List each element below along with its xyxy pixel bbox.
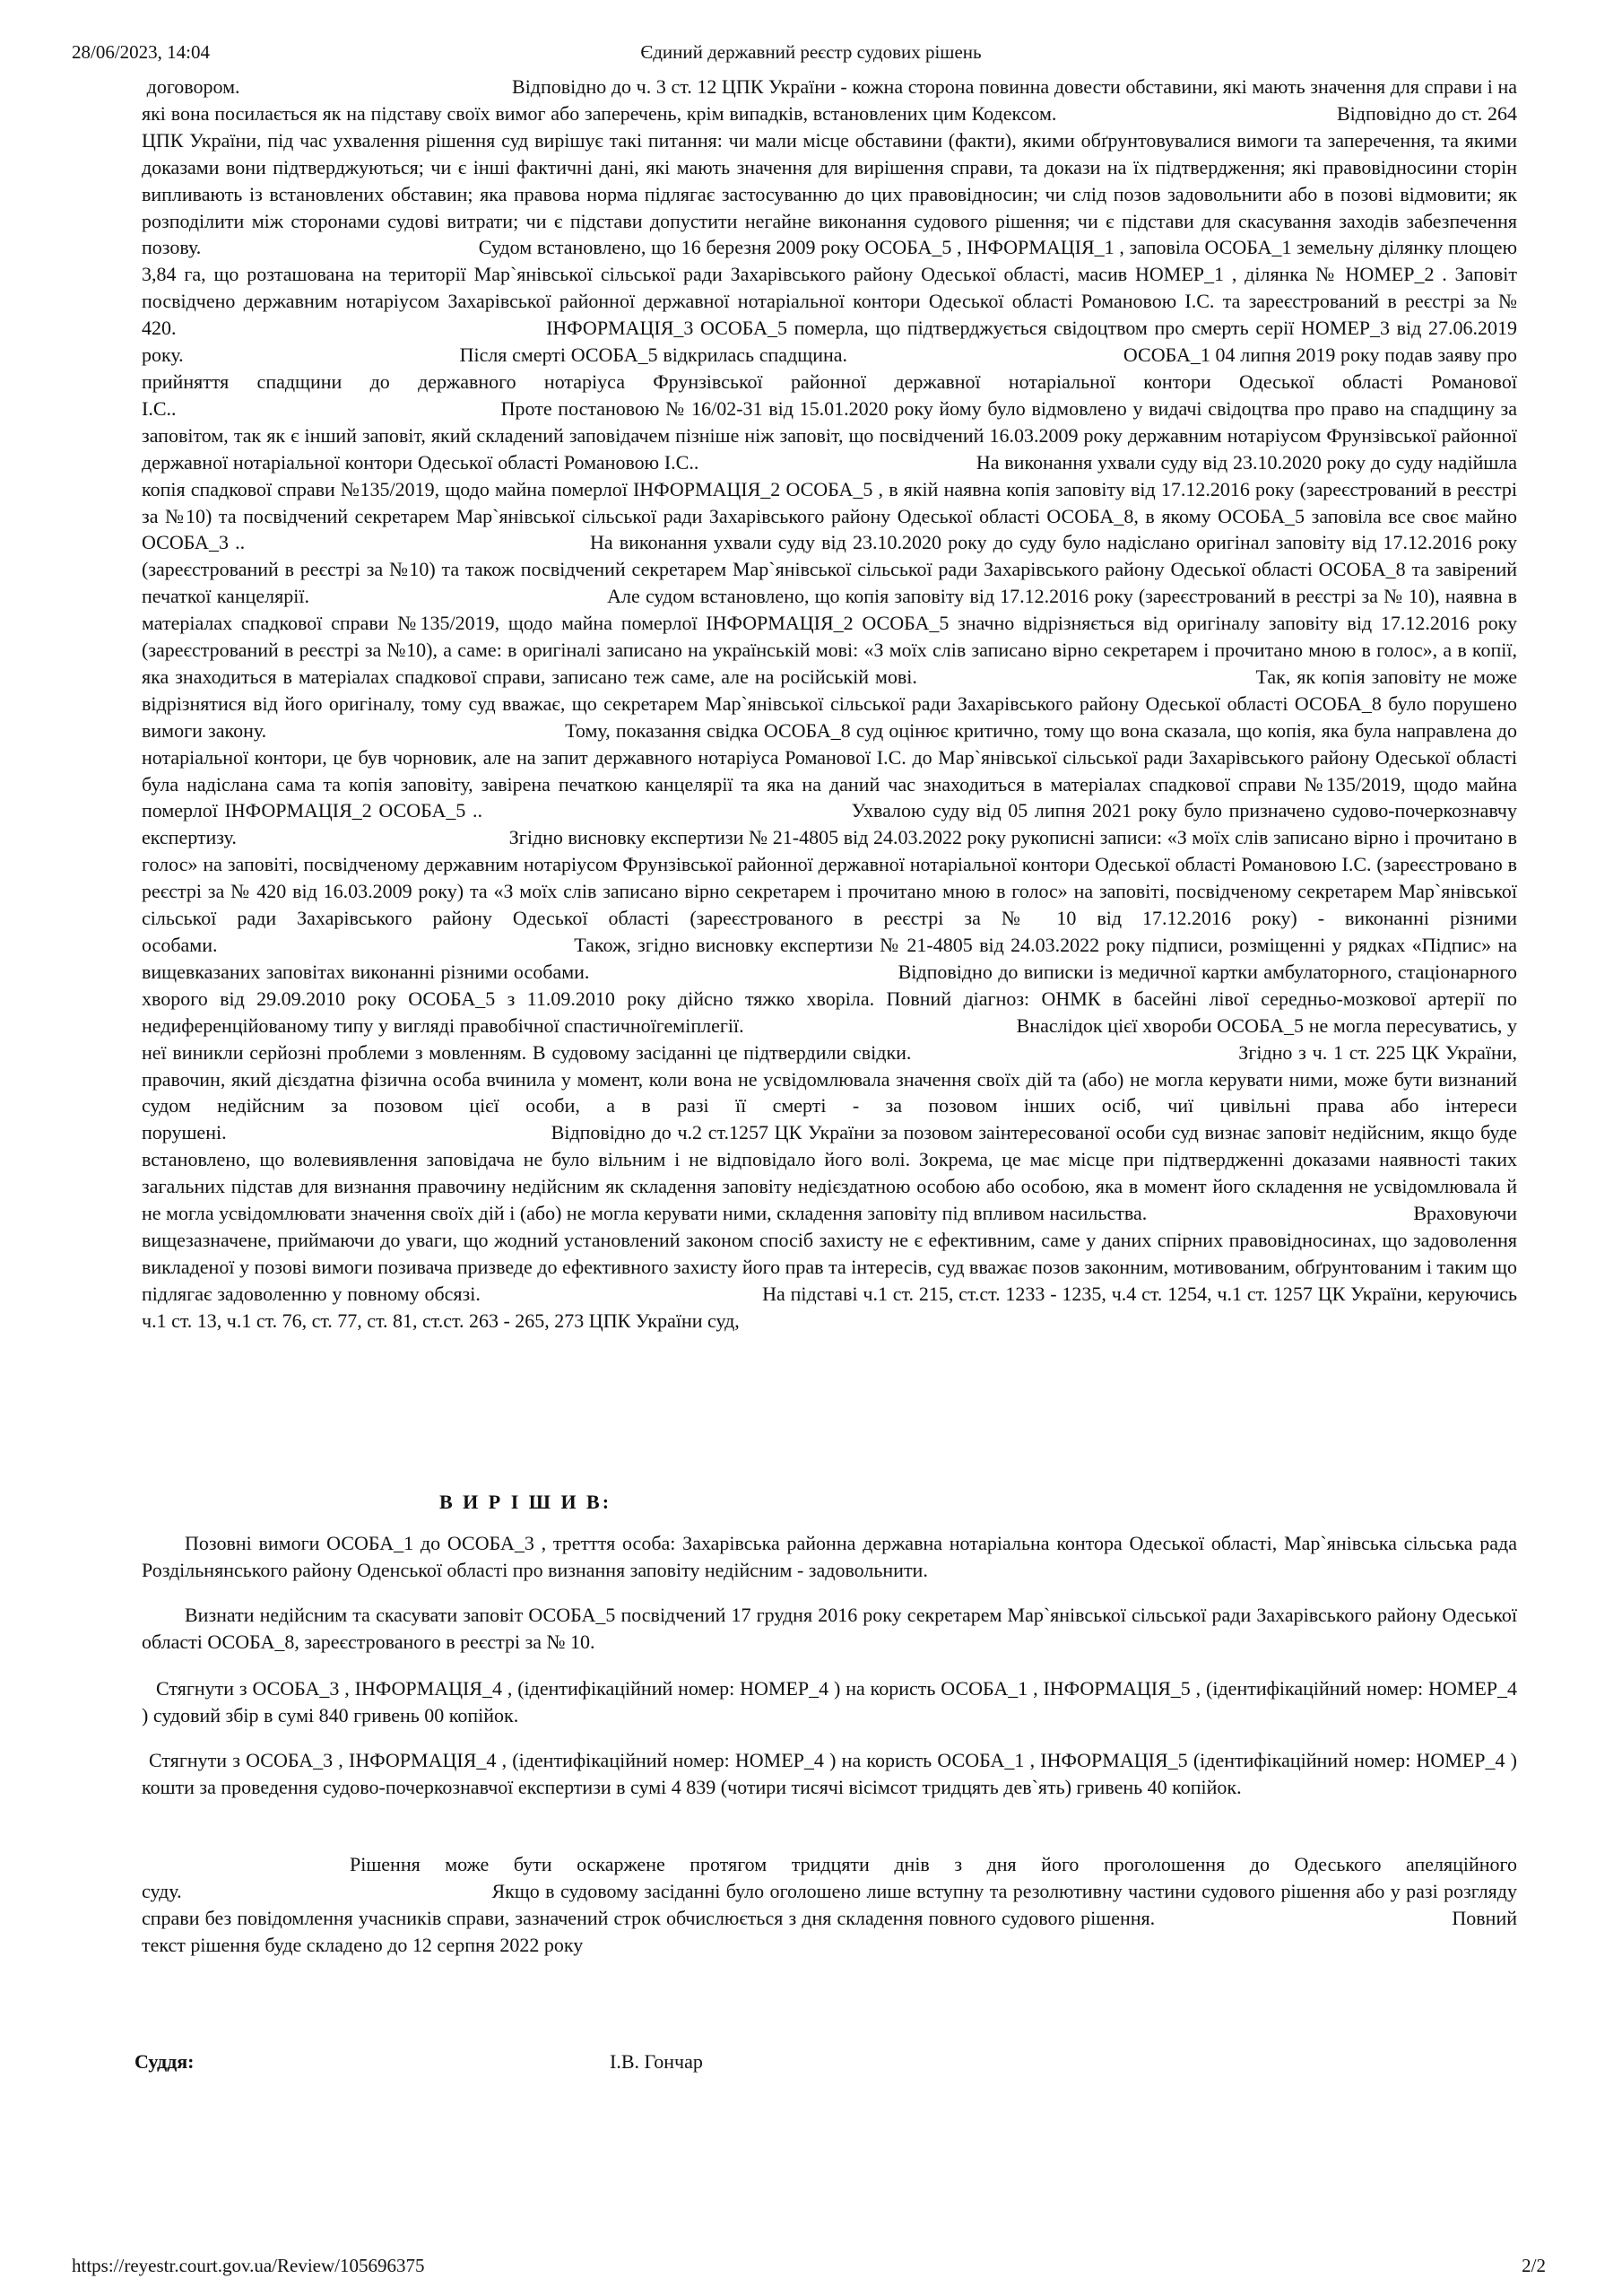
paragraph-text: Також, згідно висновку експертизи № 21-4805 від 24.03.2022 року підписи, розміщенні у рядках «Підпис» на вищевказаних заповітах виконанні різними особами. bbox=[142, 934, 1517, 983]
judge-label: Суддя: bbox=[134, 2050, 195, 2073]
page-url: https://reyestr.court.gov.ua/Review/105696375 bbox=[72, 2255, 425, 2276]
paragraph-text: Проте постановою № 16/02-31 від 15.01.2020 року йому було відмовлено у видачі свідоцтва про право на спадщину за заповітом, так як є інший заповіт, який складений заповідачем пізніше ніж заповіт, що посвідчений 16.03.2009 року державним нотаріусом Фрунзівської районної державної нотаріальної контори Одеської області Романовою І.С.. bbox=[142, 396, 1517, 474]
decision-body bbox=[142, 74, 1517, 1335]
paragraph-text: ОСОБА_1 04 липня 2019 року подав заяву про прийняття спадщини до державного нотаріуса Фрунзівської районної державної нотаріальної контори Одеської області Романової І.С.. bbox=[142, 344, 1518, 420]
resolution-text: Стягнути з ОСОБА_3 , ІНФОРМАЦІЯ_4 , (ідентифікаційний номер: НОМЕР_4 ) на користь ОСОБА_1 , ІНФОРМАЦІЯ_5 (ідентифікаційний номер: НОМЕР_4 ) кошти за проведення судово-почеркознавчої експертизи в сумі 4 839 (чотири тисячі вісімсот тридцять дев`ять) гривень 40 копійок. bbox=[142, 1749, 1517, 1798]
judge-name: І.В. Гончар bbox=[610, 2050, 703, 2073]
paragraph-text: Відповідно до ч.2 ст.1257 ЦК України за позовом заінтересованої особи суд визнає заповіт недійсним, якщо буде встановлено, що волевиявлення заповідача не було вільним і не відповідало його волі. Зокрема, це має місце при підтвердженні доказами наявності таких загальних підстав для визнання правочину недійсним як складення заповіту недієздатною особою або особою, яка в момент його складення не усвідомлювала й не могла усвідомлювати значення своїх дій і (або) не могла керувати ними, складення заповіту під впливом насильства. bbox=[142, 1121, 1518, 1225]
paragraph-text: Відповідно до ст. 264 ЦПК України, під час ухвалення рішення суд вирішує такі питання: чи мали місце обставини (факти), якими обґрунтовувалися вимоги та заперечення, та якими доказами вони підтверджуються; чи є інші фактичні дані, які мають значення для вирішення справи, та докази на їх підтвердження; які правовідносини сторін випливають із встановлених обставин; яка правова норма підлягає застосуванню до цих правовідносин; чи слід позов задовольнити або в позові відмовити; як розподілити між сторонами судові витрати; чи є підстави допустити негайне виконання судового рішення; чи є підстави для скасування заходів забезпечення позову. bbox=[142, 101, 1518, 259]
paragraph-text: Але судом встановлено, що копія заповіту від 17.12.2016 року (зареєстрований в реєстрі за № 10), наявна в матеріалах спадкової справи №135/2019, щодо майна померлої ІНФОРМАЦІЯ_2 ОСОБА_5 значно відрізняється від оригіналу заповіту від 17.12.2016 року (зареєстрований в реєстрі за №10), а саме: в оригіналі записано на українській мові: «З моїх слів записано вірно секретарем і прочитано мною в голос», а в копії, яка знаходиться в матеріалах спадкової справи, записано теж саме, але на російській мові. bbox=[142, 585, 1517, 688]
paragraph-text: Враховуючи вищезазначене, приймаючи до уваги, що жодний установлений законом спосіб захисту не є ефективним, саме у даних спірних правовідносинах, що задоволення викладеної у позові вимоги позивача призведе до ефективного захисту його прав та інтересів, суд вважає позов законним, мотивованим, обґрунтованим і таким що підлягає задоволенню у повному обсязі. bbox=[142, 1202, 1518, 1305]
print-datetime: 28/06/2023, 14:04 bbox=[72, 41, 211, 63]
resolution-text: Стягнути з ОСОБА_3 , ІНФОРМАЦІЯ_4 , (ідентифікаційний номер: НОМЕР_4 ) на користь ОСОБА_1 , ІНФОРМАЦІЯ_5 , (ідентифікаційний номер: НОМЕР_4 ) судовий збір в сумі 840 гривень 00 копійок. bbox=[142, 1677, 1517, 1726]
appeal-notice bbox=[142, 1851, 1517, 1959]
appeal-sentence: Рішення може бути оскаржене протягом тридцяти днів з дня його проголошення до Одеського апеляційного суду. bbox=[142, 1853, 1517, 1902]
paragraph-text: Відповідно до виписки із медичної картки амбулаторного, стаціонарного хворого від 29.09.2010 року ОСОБА_5 з 11.09.2010 року дійсно тяжко хворіла. Повний діагноз: ОНМК в басейні лівої середньо-мозкової артерії по недиференційованому типу у вигляді правобічної спастичноїгеміплегії. bbox=[142, 960, 1518, 1037]
appeal-text bbox=[142, 1851, 1517, 1959]
resolution-item bbox=[142, 1602, 1517, 1656]
paragraph-text: На виконання ухвали суду від 23.10.2020 року до суду було надіслано оригінал заповіту від 17.12.2016 року (зареєстрований в реєстрі за №10) та також посвідчений секретарем Мар`янівської сільської ради Захарівського району Одеської області ОСОБА_8 та завірений печаткої канцелярії. bbox=[142, 531, 1518, 608]
resolution-item bbox=[142, 1747, 1517, 1801]
paragraph-text: Згідно з ч. 1 ст. 225 ЦК України, правочин, який дієздатна фізична особа вчинила у момент, коли вона не усвідомлювала значення своїх дій та (або) не могла керувати ними, може бути визнаний судом недійсним за позовом цієї особи, а в разі її смерті - за позовом інших осіб, чиї цивільні права або інтереси порушені. bbox=[142, 1040, 1518, 1144]
paragraph-text: Судом встановлено, що 16 березня 2009 року ОСОБА_5 , ІНФОРМАЦІЯ_1 , заповіла ОСОБА_1 земельну ділянку площею 3,84 га, що розташована на території Мар`янівської сільської ради Захарівського району Одеської області, масив НОМЕР_1 , ділянка № НОМЕР_2 . Заповіт посвідчено державним нотаріусом Захарівської районної державної нотаріальної контори Одеської області Романовою І.С. та зареєстрований в реєстрі за № 420. bbox=[142, 236, 1518, 340]
paragraph-text: ІНФОРМАЦІЯ_3 ОСОБА_5 померла, що підтверджується свідоцтвом про смерть серії НОМЕР_3 від 27.06.2019 року. bbox=[142, 317, 1517, 367]
paragraph-text: Після смерті ОСОБА_5 відкрилась спадщина. bbox=[459, 344, 848, 367]
paragraph-text: На підставі ч.1 ст. 215, ст.ст. 1233 - 1235, ч.4 ст. 1254, ч.1 ст. 1257 ЦК України, керуючись ч.1 ст. 13, ч.1 ст. 76, ст. 77, ст. 81, ст.ст. 263 - 265, 273 ЦПК України суд, bbox=[142, 1282, 1518, 1332]
resolution-item bbox=[142, 1530, 1517, 1584]
resolution-text: Позовні вимоги ОСОБА_1 до ОСОБА_3 , третття особа: Захарівська районна державна нотаріальна контора Одеської області, Мар`янівська сільська рада Роздільнянського району Оденської області про визнання заповіту недійсним - задовольнити. bbox=[142, 1532, 1517, 1581]
appeal-sentence: Якщо в судовому засіданні було оголошено лише вступну та резолютивну частини судового рішення або у разі розгляду справи без повідомлення учасників справи, зазначений строк обчислюється з дня складення повного судового рішення. bbox=[142, 1879, 1517, 1929]
paragraph-text: Ухвалою суду від 05 липня 2021 року було призначено судово-почеркознавчу експертизу. bbox=[142, 799, 1517, 849]
document-header-title: Єдиний державний реєстр судових рішень bbox=[640, 41, 982, 63]
paragraph-text: договором. bbox=[146, 75, 240, 98]
paragraph-text: Внаслідок цієї хвороби ОСОБА_5 не могла пересуватись, у неї виникли серйозні проблеми з мовленням. В судовому засіданні це підтвердили свідки. bbox=[142, 1013, 1517, 1064]
full-text-date-note: Повний текст рішення буде складено до 12 серпня 2022 року bbox=[142, 1906, 1518, 1956]
paragraph-text: На виконання ухвали суду від 23.10.2020 року до суду надійшла копія спадкової справи №135/2019, щодо майна померлої ІНФОРМАЦІЯ_2 ОСОБА_5 , в якій наявна копія заповіту від 17.12.2016 року (зареєстрований в реєстрі за №10) та посвідчений секретарем Мар`янівської сільської ради Захарівського району Одеської області ОСОБА_8, в якому ОСОБА_5 заповіла все своє майно ОСОБА_3 .. bbox=[142, 450, 1518, 554]
resolution-text: Визнати недійсним та скасувати заповіт ОСОБА_5 посвідчений 17 грудня 2016 року секретарем Мар`янівської сільської ради Захарівського району Одеської області ОСОБА_8, зареєстрованого в реєстрі за № 10. bbox=[142, 1604, 1517, 1653]
paragraph-text: Згідно висновку експертизи № 21-4805 від 24.03.2022 року рукописні записи: «З моїх слів записано вірно і прочитано в голос» на заповіті, посвідченому державним нотаріусом Фрунзівської районної державної нотаріальної контори Одеської області Романовою І.С. (зареєстровано в реєстрі за № 420 від 16.03.2009 року) та «З моїх слів записано вірно секретарем і прочитано мною в голос» на заповіті, посвідченому секретарем Мар`янівської сільської ради Захарівського району Одеської області (зареєстрованого в реєстрі за № 10 від 17.12.2016 року) - виконанні різними особами. bbox=[142, 826, 1517, 956]
reasoning-text bbox=[142, 74, 1517, 1335]
paragraph-text: Так, як копія заповіту не може відрізнятися від його оригіналу, тому суд вважає, що секретарем Мар`янівської сільської ради Захарівського району Одеської області ОСОБА_8 було порушено вимоги закону. bbox=[142, 665, 1518, 742]
page-number: 2/2 bbox=[1522, 2255, 1546, 2276]
decision-heading: В И Р І Ш И В: bbox=[439, 1491, 612, 1513]
paragraph-text: Тому, показання свідка ОСОБА_8 суд оцінює критично, тому що вона сказала, що копія, яка була направлена до нотаріальної контори, це був чорновик, але на запит державного нотаріуса Романової І.С. до Мар`янівської сільської ради Захарівського району Одеської області була надіслана сама та копія заповіту, завірена печаткою канцелярії та яка на даний час знаходиться в матеріалах спадкової справи №135/2019, щодо майна померлої ІНФОРМАЦІЯ_2 ОСОБА_5 .. bbox=[142, 718, 1518, 822]
paragraph-text: Відповідно до ч. 3 ст. 12 ЦПК України - кожна сторона повинна довести обставини, які мають значення для справи і на які вона посилається як на підставу своїх вимог або заперечень, крім випадків, встановлених цим Кодексом. bbox=[142, 75, 1518, 125]
resolution-item bbox=[142, 1675, 1517, 1729]
